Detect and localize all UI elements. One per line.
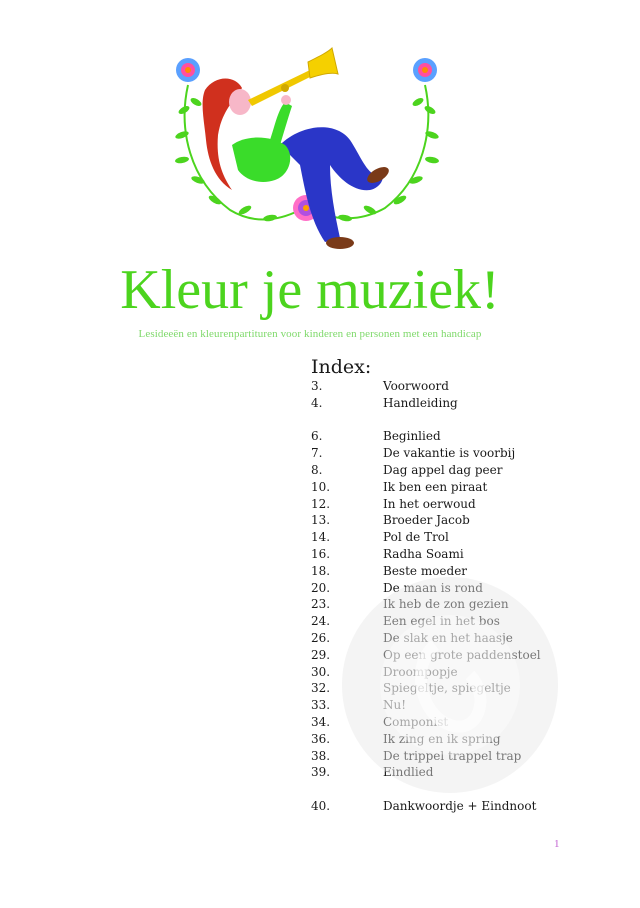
index-page-number: 4.	[311, 395, 323, 410]
index-page-number: 23.	[311, 597, 331, 612]
index-title: Op een grote paddenstoel	[383, 647, 541, 662]
index-title: Beste moeder	[383, 563, 468, 578]
index-entry	[311, 512, 621, 529]
index-page-number: 10.	[311, 479, 331, 494]
index-page-number: 8.	[311, 462, 323, 477]
index-page-number: 29.	[311, 647, 331, 662]
index-page-number: 6.	[311, 429, 323, 444]
index-entry	[311, 546, 621, 563]
flower-icon	[176, 58, 200, 82]
index-entry	[311, 462, 621, 479]
index-page-number: 33.	[311, 698, 331, 713]
index-title: Een egel in het bos	[383, 614, 500, 629]
index-entry	[311, 445, 621, 462]
index-page-number: 34.	[311, 714, 331, 729]
document-subtitle: Lesideeën en kleurenpartituren voor kinderen en personen met een handicap	[138, 328, 482, 340]
index-title: De trippel trappel trap	[383, 748, 522, 763]
page-number: 1	[554, 838, 560, 850]
index-page-number: 26.	[311, 630, 331, 645]
index-page-number: 40.	[311, 798, 331, 813]
index-title: Dag appel dag peer	[383, 462, 503, 477]
index-title: Voorwoord	[383, 379, 449, 393]
index-entry	[311, 395, 621, 412]
index-page-number: 16.	[311, 546, 331, 561]
index-title: Componist	[383, 714, 449, 729]
trumpet-girl-illustration	[160, 40, 460, 255]
index-page-number: 24.	[311, 614, 331, 629]
index-title: Ik ben een piraat	[383, 479, 488, 494]
index-title: Eindlied	[383, 765, 434, 780]
index-page-number: 14.	[311, 530, 331, 545]
index-title: Ik heb de zon gezien	[383, 597, 509, 612]
index-title: In het oerwoud	[383, 496, 476, 511]
index-page-number: 3.	[311, 379, 323, 393]
index-entry	[311, 798, 621, 815]
index-entry	[311, 378, 621, 395]
index-title: Dankwoordje + Eindnoot	[383, 798, 537, 813]
index-page-number: 18.	[311, 563, 331, 578]
document-title: Kleur je muziek!	[120, 259, 500, 321]
index-page-number: 36.	[311, 731, 331, 746]
index-entry	[311, 479, 621, 496]
index-page-number: 38.	[311, 748, 331, 763]
index-title: Ik zing en ik spring	[383, 731, 501, 746]
index-page-number: 13.	[311, 513, 331, 528]
index-page-number: 30.	[311, 664, 331, 679]
index-title: De slak en het haasje	[383, 630, 513, 645]
index-heading: Index:	[311, 356, 372, 378]
index-page-number: 7.	[311, 446, 323, 461]
index-page-number: 20.	[311, 580, 331, 595]
index-title: Pol de Trol	[383, 530, 449, 545]
index-entry	[311, 428, 621, 445]
index-title: De maan is rond	[383, 580, 483, 595]
index-title: Handleiding	[383, 395, 458, 410]
index-title: Radha Soami	[383, 546, 464, 561]
watermark-logo	[340, 575, 560, 795]
index-page-number: 32.	[311, 681, 331, 696]
index-title: De vakantie is voorbij	[383, 446, 516, 461]
index-entry	[311, 529, 621, 546]
index-title: Nu!	[383, 698, 407, 713]
index-title: Droompopje	[383, 664, 458, 679]
index-title: Beginlied	[383, 429, 441, 444]
index-entry	[311, 496, 621, 513]
index-page-number: 12.	[311, 496, 331, 511]
index-title: Broeder Jacob	[383, 513, 470, 528]
index-title: Spiegeltje, spiegeltje	[383, 681, 511, 696]
index-page-number: 39.	[311, 765, 331, 780]
